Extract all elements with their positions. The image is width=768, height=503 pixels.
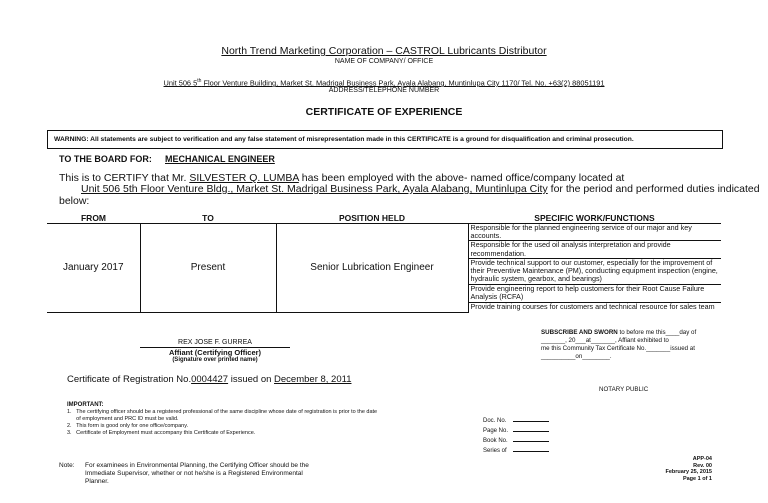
important-list (67, 409, 377, 437)
table-header-row (47, 213, 721, 224)
registration-line: Certificate of Registration No.0004427 issued on December 8, 2011 (67, 374, 352, 385)
certify-line-2: Unit 506 5th Floor Venture Bldg., Market St. Madrigal Business Park, Ayala Alabang, Muntinlupa City for the period and performed duties indicated (81, 183, 760, 195)
duty-item: Provide training courses for customers and technical resource for sales team (468, 302, 721, 312)
header-functions: SPECIFIC WORK/FUNCTIONS (468, 213, 721, 224)
company-name: North Trend Marketing Corporation – CASTROL Lubricants Distributor (221, 45, 547, 57)
note-label: Note: (59, 462, 75, 469)
doc-numbers: Doc. No. Page No. Book No. Series of (483, 415, 549, 455)
duty-item: Responsible for the planned engineering service of our major and key accounts. (468, 224, 721, 241)
certify-line-3: below: (59, 195, 90, 207)
note-text: For examinees in Environmental Planning, the Certifying Officer should be the Immediate Supervisor, whether or not he/she is a Registered Environmental Planner. (85, 462, 309, 485)
to-cell: Present (140, 224, 276, 313)
from-cell: January 2017 (47, 224, 140, 313)
registration-number: 0004427 (191, 374, 229, 385)
position-cell: Senior Lubrication Engineer (276, 224, 468, 313)
header-from: FROM (47, 213, 140, 224)
notary-public: NOTARY PUBLIC (599, 386, 649, 393)
address-caption: ADDRESS/TELEPHONE NUMBER (328, 87, 440, 94)
experience-table (47, 213, 721, 313)
board-value: MECHANICAL ENGINEER (165, 154, 275, 164)
list-item: of employment and PRC ID must be valid. (67, 416, 179, 422)
list-item: 3. Certificate of Employment must accompany this Certificate of Experience. (67, 430, 256, 436)
warning-box (47, 130, 723, 149)
document-title: CERTIFICATE OF EXPERIENCE (305, 106, 463, 118)
company-address: Unit 506 5th Floor Venture Building, Market St. Madrigal Business Park, Ayala Alabang, Muntinlupa City 1170/ Tel. No. +63(2) 88051191 (163, 78, 605, 88)
list-item: 2. This form is good only for one office/company. (67, 423, 189, 429)
duty-item: Provide technical support to our customer, especially for the improvement of their Preventive Maintenance (PM), conducting equipment inspection (engine, hydraulic system, gearbox, and bearings) (468, 258, 721, 284)
duty-item: Provide engineering report to help customers for their Root Cause Failure Analysis (RCFA) (468, 284, 721, 302)
table-row (47, 224, 721, 241)
affiant-caption: (Signature over printed name) (172, 357, 258, 363)
header-position: POSITION HELD (276, 213, 468, 224)
duty-item: Responsible for the used oil analysis interpretation and provide recommendation. (468, 241, 721, 258)
sworn-block: SUBSCRIBE AND SWORN to before me this____day of _______, 20___at_______, Affiant exhibited to me this Community Tax Certificate No._______issued at __________on________. (541, 329, 697, 360)
list-item: 1. The certifying officer should be a registered professional of the same discipline whose date of registration is prior to the date (67, 409, 378, 415)
affiant-title: Affiant (Certifying Officer) (140, 347, 290, 357)
header-to: TO (140, 213, 276, 224)
registration-date: December 8, 2011 (274, 374, 352, 385)
company-location: Unit 506 5th Floor Venture Bldg., Market St. Madrigal Business Park, Ayala Alabang, Muntinlupa City (81, 183, 548, 195)
warning-text: WARNING: All statements are subject to verification and any false statement of misrepresentation made in this CERTIFICATE is a ground for disqualification and criminal prosecution. (54, 136, 634, 143)
board-label: TO THE BOARD FOR: (59, 154, 152, 164)
form-meta: APP-04 Rev. 00 February 25, 2015 Page 1 of 1 (665, 456, 712, 482)
certify-line-1: This is to CERTIFY that Mr. SILVESTER Q. LUMBA has been employed with the above- named office/company located at (59, 172, 625, 184)
important-label: IMPORTANT: (67, 402, 104, 408)
affiant-name: REX JOSE F. GURREA (178, 339, 252, 346)
employee-name: SILVESTER Q. LUMBA (189, 172, 299, 184)
company-caption: NAME OF COMPANY/ OFFICE (334, 58, 434, 65)
